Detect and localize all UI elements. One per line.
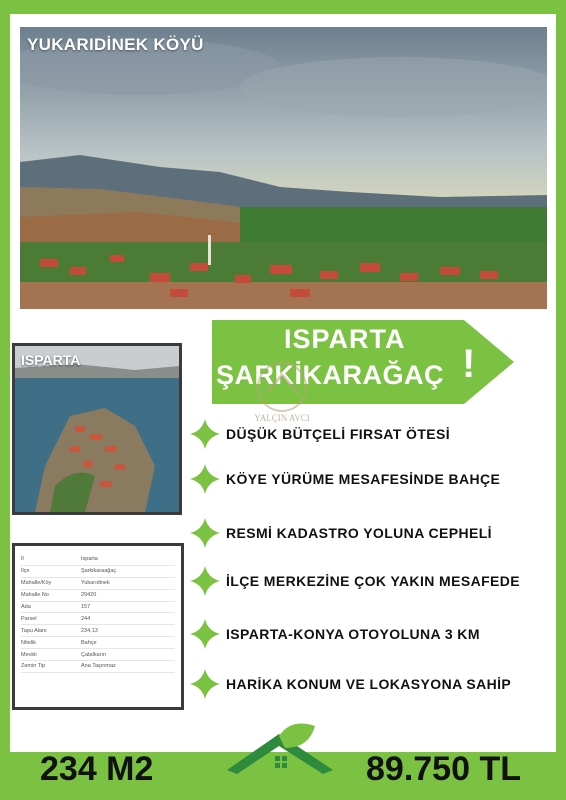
table-row: [21, 625, 175, 637]
table-key: Nitelik: [21, 639, 36, 646]
thumb-label: ISPARTA: [21, 352, 81, 368]
table-value: Ana Taşınmaz: [81, 663, 116, 670]
table-value: Çatalkarın: [81, 651, 107, 658]
feature-item: [190, 618, 480, 650]
feature-item: [190, 517, 492, 549]
feature-item: [190, 463, 500, 495]
green-diamond-star-icon: [190, 419, 220, 449]
table-value: 244: [81, 615, 91, 622]
table-key: Tapu Alanı: [21, 627, 47, 634]
table-value: Şarkikaraağaç: [81, 568, 117, 575]
table-key: Mahalle No: [21, 592, 49, 599]
table-row: [21, 590, 175, 602]
table-key: Mahalle/Köy: [21, 580, 52, 587]
table-row: [21, 602, 175, 614]
feature-text: KÖYE YÜRÜME MESAFESİNDE BAHÇE: [226, 471, 501, 487]
table-key: Parsel: [21, 615, 37, 622]
feature-text: DÜŞÜK BÜTÇELİ FIRSAT ÖTESİ: [226, 426, 451, 442]
hero-title: YUKARIDİNEK KÖYÜ: [27, 35, 204, 54]
feature-text: HARİKA KONUM VE LOKASYONA SAHİP: [226, 676, 512, 692]
banner-district: ŞARKİKARAĞAÇ: [216, 360, 444, 390]
watermark-logo: [232, 357, 332, 427]
parcel-info-table: [12, 543, 184, 710]
table-row: [21, 661, 175, 673]
price-value: 89.750 TL: [366, 750, 521, 788]
table-key: Mevkii: [21, 651, 37, 658]
table-key: İlçe: [21, 568, 30, 575]
table-value: Bahçe: [81, 639, 97, 646]
table-key: Zemin Tip: [21, 663, 46, 670]
watermark-text: YALÇIN AVCI: [254, 413, 310, 423]
village-landscape-photo: [20, 27, 547, 309]
exclamation-mark: !: [462, 342, 476, 386]
table-row: [21, 613, 175, 625]
table-key: Ada: [21, 604, 31, 610]
feature-text: İLÇE MERKEZİNE ÇOK YAKIN MESAFEDE: [226, 573, 521, 589]
green-diamond-star-icon: [190, 669, 220, 699]
area-value: 234 M2: [40, 750, 154, 788]
isparta-lake-photo: [12, 343, 182, 515]
green-diamond-star-icon: [190, 619, 220, 649]
feature-item: [190, 565, 520, 597]
green-diamond-star-icon: [190, 518, 220, 548]
table-value: 157: [81, 604, 91, 610]
green-diamond-star-icon: [190, 464, 220, 494]
green-diamond-star-icon: [190, 566, 220, 596]
house-leaf-logo-icon: [223, 722, 343, 784]
table-row: [21, 554, 175, 566]
table-key: İl: [21, 556, 24, 563]
table-value: 29420: [81, 592, 97, 599]
table-row: [21, 578, 175, 590]
feature-text: ISPARTA-KONYA OTOYOLUNA 3 KM: [226, 626, 480, 642]
table-row: [21, 637, 175, 649]
table-row: [21, 566, 175, 578]
feature-text: RESMİ KADASTRO YOLUNA CEPHELİ: [226, 525, 492, 541]
feature-item: [190, 668, 511, 700]
table-value: 234,13: [81, 627, 98, 634]
table-value: Isparta: [81, 556, 98, 563]
table-value: Yukarıdinek: [81, 580, 110, 587]
banner-province: ISPARTA: [284, 324, 406, 354]
table-row: [21, 649, 175, 661]
feature-item: [190, 418, 450, 450]
